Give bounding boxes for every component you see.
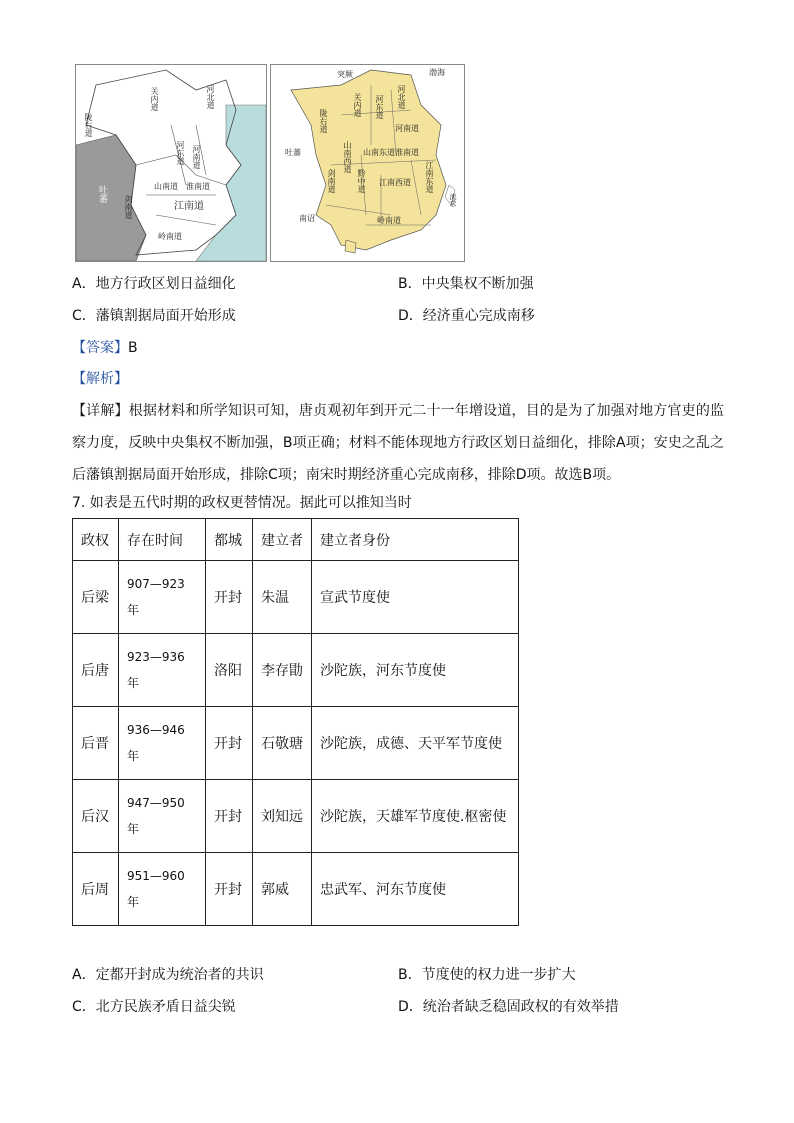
- map2-label-bohai: 渤海: [429, 68, 445, 77]
- answer-line: [72, 338, 138, 358]
- map2-label-henan: 河南道: [395, 124, 419, 133]
- cell-years: [119, 780, 206, 853]
- cell-years-unit: 年: [127, 822, 140, 836]
- cell-regime: 后周: [73, 853, 119, 926]
- map1-label-henan: 河南道: [192, 145, 201, 169]
- map-tang-later: [270, 64, 465, 262]
- q6-option-d[interactable]: D．经济重心完成南移: [398, 308, 535, 324]
- cell-years-range: 907—923: [127, 577, 185, 591]
- map2-label-lingnan: 岭南道: [377, 216, 401, 225]
- map2-label-guannei: 关内道: [353, 93, 362, 117]
- answer-value: B: [128, 340, 138, 356]
- cell-identity: 沙陀族，成德、天平军节度使: [312, 707, 519, 780]
- map1-label-jiannan: 剑南道: [124, 195, 133, 219]
- cell-years: [119, 707, 206, 780]
- cell-capital: 洛阳: [206, 634, 253, 707]
- map-tang-later-svg: [271, 65, 464, 261]
- map1-label-hebei: 河北道: [206, 85, 215, 109]
- cell-founder: 郭威: [253, 853, 312, 926]
- header-regime: 政权: [73, 519, 119, 561]
- header-founder: 建立者: [253, 519, 312, 561]
- q7-stem: 7. 如表是五代时期的政权更替情况。据此可以推知当时: [72, 495, 412, 511]
- map2-label-huainan: 淮南道: [395, 148, 419, 157]
- map2-label-hebei: 河北道: [397, 85, 406, 109]
- cell-capital: 开封: [206, 780, 253, 853]
- q7-option-a[interactable]: A．定都开封成为统治者的共识: [72, 967, 264, 983]
- cell-regime: 后唐: [73, 634, 119, 707]
- cell-capital: 开封: [206, 853, 253, 926]
- map1-label-hedong: 河东道: [176, 141, 185, 165]
- q6-option-b[interactable]: B．中央集权不断加强: [398, 276, 534, 292]
- cell-founder: 朱温: [253, 561, 312, 634]
- table-row: [73, 634, 519, 707]
- cell-years: [119, 561, 206, 634]
- cell-years-range: 951—960: [127, 869, 185, 883]
- cell-capital: 开封: [206, 561, 253, 634]
- analysis-label: 【解析】: [72, 371, 128, 387]
- map1-label-guannei: 关内道: [150, 87, 159, 111]
- map1-label-lingnan: 岭南道: [158, 232, 182, 241]
- cell-years-range: 923—936: [127, 650, 185, 664]
- map2-label-shannanxi: 山南西道: [343, 141, 352, 173]
- map2-label-jiangnanxi: 江南西道: [379, 178, 411, 187]
- map2-label-liuqiu: 流求: [449, 193, 457, 207]
- cell-founder: 石敬瑭: [253, 707, 312, 780]
- map2-label-qianzhong: 黔中道: [357, 169, 366, 193]
- map1-label-longyou: 陇右道: [84, 113, 93, 137]
- cell-years-unit: 年: [127, 676, 140, 690]
- map2-label-hedong: 河东道: [375, 95, 384, 119]
- cell-years: [119, 853, 206, 926]
- answer-label: 【答案】: [72, 340, 128, 356]
- cell-identity: 沙陀族，河东节度使: [312, 634, 519, 707]
- header-identity: 建立者身份: [312, 519, 519, 561]
- cell-founder: 刘知远: [253, 780, 312, 853]
- cell-years-range: 936—946: [127, 723, 185, 737]
- map1-label-jiangnan: 江南道: [174, 201, 204, 212]
- cell-regime: 后梁: [73, 561, 119, 634]
- q6-option-a[interactable]: A．地方行政区划日益细化: [72, 276, 236, 292]
- header-capital: 都城: [206, 519, 253, 561]
- map2-label-tujue: 突厥: [337, 70, 353, 79]
- table-row: [73, 853, 519, 926]
- table-row: [73, 561, 519, 634]
- regime-table: [72, 518, 519, 926]
- table-row: [73, 707, 519, 780]
- q6-option-c[interactable]: C．藩镇割据局面开始形成: [72, 308, 236, 324]
- map2-label-nanzhao: 南诏: [299, 214, 315, 223]
- map1-label-huainan: 淮南道: [186, 182, 210, 191]
- map2-label-shannandong: 山南东道: [363, 148, 395, 157]
- q7-option-d[interactable]: D．统治者缺乏稳固政权的有效举措: [398, 999, 619, 1015]
- header-years: 存在时间: [119, 519, 206, 561]
- map2-label-jiannan: 剑南道: [327, 169, 336, 193]
- detail-paragraph: [72, 395, 724, 491]
- cell-identity: 忠武军、河东节度使: [312, 853, 519, 926]
- cell-identity: 沙陀族，天雄军节度使.枢密使: [312, 780, 519, 853]
- cell-regime: 后汉: [73, 780, 119, 853]
- cell-identity: 宣武节度使: [312, 561, 519, 634]
- cell-founder: 李存勖: [253, 634, 312, 707]
- table-header-row: [73, 519, 519, 561]
- cell-years-unit: 年: [127, 895, 140, 909]
- map-tang-early: [75, 64, 267, 262]
- cell-years-unit: 年: [127, 603, 140, 617]
- cell-years-unit: 年: [127, 749, 140, 763]
- q7-option-c[interactable]: C．北方民族矛盾日益尖锐: [72, 999, 236, 1015]
- detail-label: 【详解】: [72, 403, 129, 419]
- map2-label-jiangnandong: 江南东道: [425, 161, 434, 193]
- map1-label-shannan: 山南道: [154, 182, 178, 191]
- map1-label-tubo: 吐蕃: [97, 185, 107, 203]
- detail-text: 根据材料和所学知识可知，唐贞观初年到开元二十一年增设道，目的是为了加强对地方官吏的监察力度，反映中央集权不断加强，B项正确；材料不能体现地方行政区划日益细化，排除A项；安史之乱之后藩镇割据局面开始形成，排除C项；南宋时期经济重心完成南移，排除D项。故选B项。: [72, 403, 725, 483]
- table-row: [73, 780, 519, 853]
- q7-option-b[interactable]: B．节度使的权力进一步扩大: [398, 967, 576, 983]
- cell-capital: 开封: [206, 707, 253, 780]
- cell-years-range: 947—950: [127, 796, 185, 810]
- map2-label-longyou: 陇右道: [319, 109, 328, 133]
- cell-years: [119, 634, 206, 707]
- cell-regime: 后晋: [73, 707, 119, 780]
- map2-label-tubo: 吐蕃: [285, 148, 301, 157]
